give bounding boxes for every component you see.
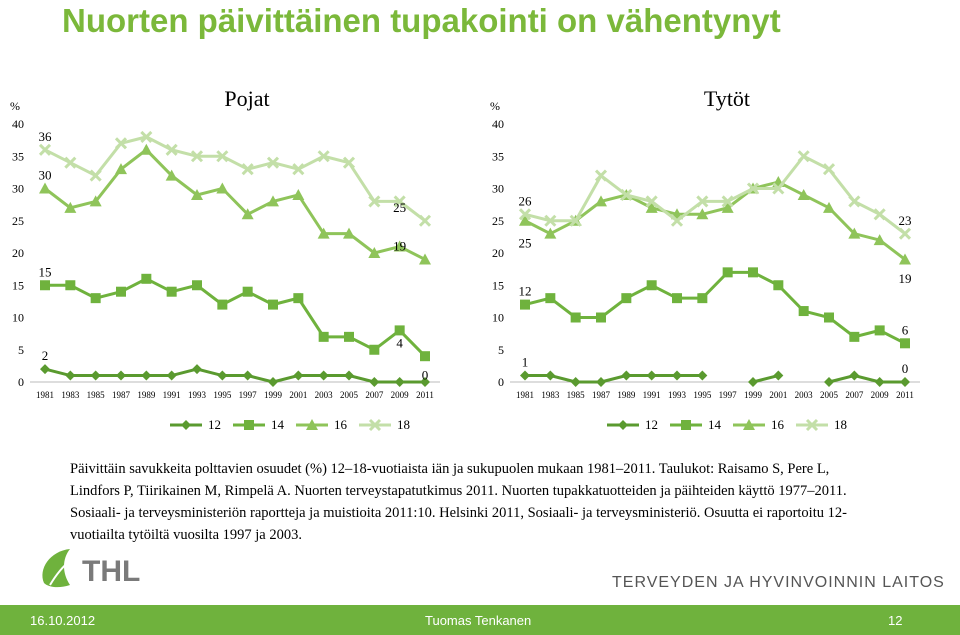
x-tick-label: 2011 [416,390,434,400]
legend-item-18 [794,417,847,433]
data-point [91,371,101,381]
data-point [849,371,859,381]
y-tick-label: 40 [12,117,24,131]
series-line [45,369,425,382]
series-14 [40,274,430,364]
x-tick-label: 2007 [365,390,384,400]
x-tick-label: 1997 [238,390,257,400]
x-tick-label: 1991 [642,390,661,400]
y-axis-label: % [10,99,20,113]
data-point [773,371,783,381]
series-line [45,279,425,356]
data-point [621,293,631,303]
data-point [292,189,304,200]
data-label: 19 [393,238,407,254]
legend-marker [731,418,767,432]
data-point [647,371,657,381]
data-point [596,313,606,323]
data-point [217,300,227,310]
chart-title: Pojat [224,86,270,111]
x-tick-label: 1993 [188,390,206,400]
data-label: 1 [521,354,529,370]
x-tick-label: 1997 [718,390,737,400]
data-label: 23 [898,212,912,228]
y-tick-label: 5 [498,342,504,357]
legend-marker [605,418,641,432]
legend-marker [357,418,393,432]
x-tick-label: 1981 [516,390,534,400]
data-point [91,293,101,303]
y-tick-label: 15 [12,278,24,293]
data-point [268,377,278,387]
data-point [824,377,834,387]
data-point [217,371,227,381]
y-tick-label: 30 [12,181,24,196]
data-point [571,377,581,387]
data-point [875,209,885,219]
series-line [525,156,905,233]
data-point [243,371,253,381]
data-point [520,371,530,381]
series-line [45,137,425,221]
data-point [672,293,682,303]
x-tick-label: 1985 [86,390,105,400]
legend-item-16 [731,417,784,433]
series-18 [520,151,910,238]
legend-marker-shape [181,420,191,430]
data-point [672,371,682,381]
data-point [571,313,581,323]
data-point [369,377,379,387]
data-point [875,377,885,387]
legend-label: 16 [771,417,784,432]
data-point [545,371,555,381]
data-point [344,332,354,342]
legend-marker [794,418,830,432]
data-point [65,280,75,290]
data-label: 25 [393,199,407,215]
legend-item-16 [294,417,347,433]
data-point [849,196,859,206]
legend-item-12 [605,417,658,433]
data-point [319,332,329,342]
x-tick-label: 1983 [541,390,560,400]
x-tick-label: 2001 [289,390,308,400]
data-point [723,267,733,277]
series-14 [520,267,910,348]
y-tick-label: 10 [492,310,504,325]
legend-label: 12 [645,417,658,432]
data-point [545,293,555,303]
data-label: 0 [901,361,909,377]
y-tick-label: 10 [12,310,24,325]
x-tick-label: 1983 [61,390,80,400]
footer-author: Tuomas Tenkanen [425,613,532,628]
legend-marker [294,418,330,432]
data-point [799,151,809,161]
series-18 [40,132,430,226]
x-tick-label: 2003 [314,390,333,400]
y-tick-label: 25 [492,213,504,228]
data-point [293,293,303,303]
y-tick-label: 0 [498,375,504,389]
y-tick-label: 40 [492,117,504,131]
legend-label: 18 [397,417,410,432]
data-point [596,377,606,387]
x-tick-label: 2003 [794,390,813,400]
series-line [829,376,905,382]
legend-label: 16 [334,417,347,432]
data-point [799,306,809,316]
x-tick-label: 1991 [162,390,181,400]
legend-item-12 [168,417,221,433]
data-label: 15 [38,264,52,280]
x-tick-label: 2001 [769,390,788,400]
girls-legend [605,416,857,434]
y-tick-label: 0 [18,375,24,389]
data-point [697,371,707,381]
legend-label: 14 [271,417,284,432]
series-12 [520,371,910,387]
footer-bar [0,605,960,635]
series-12 [40,364,430,387]
data-label: 0 [421,367,429,383]
data-label: 25 [518,235,532,251]
x-tick-label: 2011 [896,390,914,400]
boys-chart [0,82,480,402]
leaf-icon [42,549,70,587]
data-label: 4 [396,335,403,351]
figure-caption: Päivittäin savukkeita polttavien osuudet (%) 12–18-vuotiaista iän ja sukupuolen mukaan 1981–2011. Taulukot: Raisamo S, Pere L, Lindfors P, Tiirikainen M, Rimpelä A. Nuorten terveystapatutkimus 2011. Nuorten tupakkatuotteiden ja päihteiden käyttö 1977–2011. Sosiaali- ja terveysministeriön raportteja ja muistioita 2011:10. Helsinki 2011, Sosiaali- ja terveysministeriö. Osuutta ei raportoitu 12-vuotiailta tytöiltä vuosilta 1997 ja 2003. [70,461,847,543]
x-tick-label: 1995 [213,390,232,400]
data-point [900,338,910,348]
data-point [140,144,152,155]
y-tick-label: 35 [492,149,504,164]
data-label: 19 [898,270,912,286]
data-point [748,377,758,387]
legend-label: 18 [834,417,847,432]
x-tick-label: 1999 [264,390,282,400]
data-point [395,325,405,335]
girls-chart [480,82,960,402]
data-point [621,371,631,381]
y-axis-label: % [490,99,500,113]
data-label: 36 [38,128,52,144]
data-point [319,371,329,381]
x-tick-label: 2009 [390,390,409,400]
data-point [748,267,758,277]
thl-logo [36,545,166,593]
x-tick-label: 2005 [340,390,358,400]
y-tick-label: 30 [492,181,504,196]
data-point [520,300,530,310]
data-point [141,371,151,381]
data-point [116,371,126,381]
logo-text: THL [82,555,141,588]
data-point [91,171,101,181]
data-point [65,371,75,381]
x-tick-label: 1985 [566,390,585,400]
data-point [596,171,606,181]
x-tick-label: 1987 [592,390,610,400]
data-point [395,377,405,387]
data-label: 6 [901,322,909,338]
chart-title: Tytöt [703,86,751,111]
x-tick-label: 1989 [617,390,636,400]
series-line [525,272,905,343]
data-point [849,332,859,342]
x-tick-label: 1999 [744,390,762,400]
data-point [293,371,303,381]
data-point [420,216,430,226]
data-point [420,351,430,361]
y-tick-label: 20 [492,246,504,260]
legend-marker [668,418,704,432]
data-label: 30 [38,167,52,183]
data-label: 2 [41,348,49,364]
x-tick-label: 2007 [845,390,864,400]
data-point [40,364,50,374]
data-point [900,377,910,387]
x-tick-label: 2005 [820,390,838,400]
data-point [875,325,885,335]
legend-marker-shape [681,420,691,430]
data-point [40,280,50,290]
data-point [369,345,379,355]
data-point [192,280,202,290]
data-point [824,313,834,323]
data-point [824,164,834,174]
legend-marker [231,418,267,432]
data-point [116,287,126,297]
y-tick-label: 15 [492,278,504,293]
data-point [773,280,783,290]
x-tick-label: 1989 [137,390,156,400]
x-tick-label: 1993 [668,390,686,400]
boys-legend [168,416,420,434]
x-tick-label: 1981 [36,390,54,400]
y-tick-label: 20 [12,246,24,260]
y-tick-label: 5 [18,342,24,357]
data-point [216,183,228,194]
footer-date: 16.10.2012 [30,613,96,628]
legend-label: 14 [708,417,721,432]
legend-marker-shape [618,420,628,430]
data-label: 26 [518,193,532,209]
data-point [697,293,707,303]
data-point [40,145,50,155]
organization-name: TERVEYDEN JA HYVINVOINNIN LAITOS [612,574,945,591]
legend-label: 12 [208,417,221,432]
data-point [65,158,75,168]
legend-item-14 [668,417,721,433]
slide-title: Nuorten päivittäinen tupakointi on vähentynyt [62,2,781,39]
data-point [243,287,253,297]
data-label: 12 [518,283,532,299]
data-point [268,300,278,310]
x-tick-label: 1987 [112,390,130,400]
data-point [647,280,657,290]
x-tick-label: 2009 [870,390,889,400]
data-point [39,183,51,194]
footer-page: 12 [888,613,903,628]
y-tick-label: 35 [12,149,24,164]
data-point [192,364,202,374]
legend-item-18 [357,417,410,433]
x-tick-label: 1995 [693,390,712,400]
data-point [167,287,177,297]
data-point [141,274,151,284]
data-point [344,371,354,381]
legend-marker-shape [244,420,254,430]
data-point [167,371,177,381]
y-tick-label: 25 [12,213,24,228]
data-point [900,229,910,239]
legend-item-14 [231,417,284,433]
legend-marker [168,418,204,432]
